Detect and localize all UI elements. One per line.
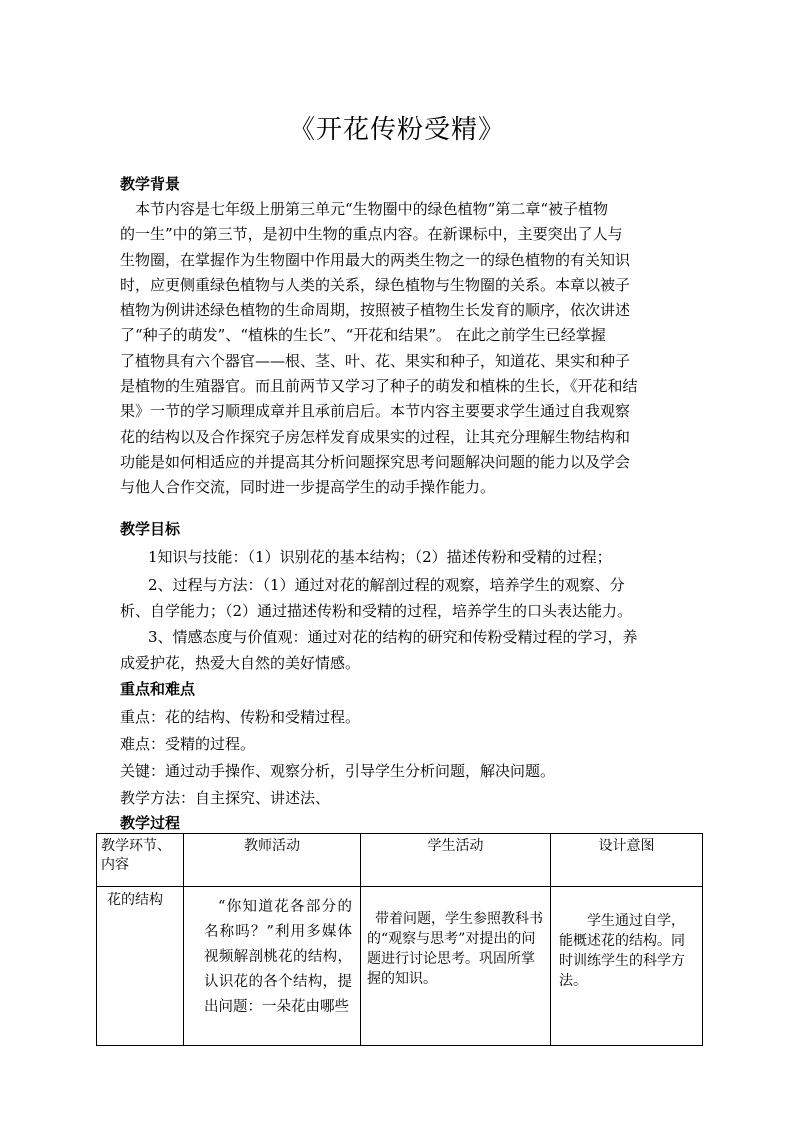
objective-knowledge: 1知识与技能：（1）识别花的基本结构；（2）描述传粉和受精的过程；: [148, 548, 612, 566]
objective-process-line2: 析、自学能力；（2）通过描述传粉和受精的过程，培养学生的口头表达能力。: [120, 602, 633, 620]
difficulty-text: 难点：受精的过程。: [120, 735, 256, 753]
background-line: 生物圈，在掌握作为生物圈中作用最大的两类生物之一的绿色植物的有关知识: [120, 250, 631, 269]
process-heading: 教学过程: [120, 814, 181, 832]
method-text: 教学方法：自主探究、讲述法、: [120, 789, 331, 807]
background-line: 是植物的生殖器官。而且前两节又学习了种子的萌发和植株的生长，《开花和结: [120, 377, 638, 396]
header-teacher: 教师活动: [184, 834, 361, 887]
objective-process-line1: 2、过程与方法：（1）通过对花的解剖过程的观察，培养学生的观察、分: [148, 576, 625, 594]
background-line: 功能是如何相适应的并提高其分析问题探究思考问题解决问题的能力以及学会: [120, 452, 631, 471]
background-line: 植物为例讲述绿色植物的生命周期，按照被子植物生长发育的顺序，依次讲述: [120, 301, 631, 320]
table-header-row: [97, 834, 703, 887]
background-line: 时，应更侧重绿色植物与人类的关系，绿色植物与生物圈的关系。本章以被子: [120, 275, 631, 294]
table-row: [97, 887, 703, 1046]
background-line: 本节内容是七年级上册第三单元“生物圈中的绿色植物”第二章“被子植物: [135, 200, 609, 218]
key-text: 关键：通过动手操作、观察分析，引导学生分析问题，解决问题。: [120, 762, 556, 780]
background-heading: 教学背景: [120, 175, 181, 193]
objective-attitude-line2: 成爱护花，热爱大自然的美好情感。: [120, 654, 361, 672]
background-line: 了“种子的萌发”、“植株的生长”、“开花和结果”。 在此之前学生已经掌握: [120, 326, 606, 345]
background-paragraph: [120, 197, 680, 501]
objectives-heading: 教学目标: [120, 520, 181, 538]
background-line: 了植物具有六个器官——根、茎、叶、花、果实和种子，知道花、果实和种子: [120, 351, 631, 370]
cell-teacher-activity: “你知道花各部分的名称吗？”利用多媒体视频解剖桃花的结构，认识花的各个结构，提出问题：一朵花由哪些: [184, 887, 361, 1046]
process-table: [96, 833, 703, 1046]
page-title: 《开花传粉受精》: [288, 115, 505, 145]
keypoints-heading: 重点和难点: [120, 680, 196, 698]
focus-text: 重点：花的结构、传粉和受精过程。: [120, 708, 361, 726]
objective-attitude-line1: 3、情感态度与价值观：通过对花的结构的研究和传粉受精过程的学习，养: [148, 628, 638, 646]
header-intent: 设计意图: [551, 834, 703, 887]
background-line: 果》一节的学习顺理成章并且承前启后。本节内容主要要求学生通过自我观察: [120, 402, 631, 421]
background-line: 与他人合作交流，同时进一步提高学生的动手操作能力。: [120, 478, 496, 497]
header-student: 学生活动: [361, 834, 551, 887]
background-line: 的一生”中的第三节，是初中生物的重点内容。在新课标中，主要突出了人与: [120, 225, 623, 244]
background-line: 花的结构以及合作探究子房怎样发育成果实的过程，让其充分理解生物结构和: [120, 427, 631, 446]
cell-design-intent: 学生通过自学，能概述花的结构。同时训练学生的科学方法。: [551, 887, 703, 1046]
cell-student-activity: 带着问题，学生参照教科书的“观察与思考”对提出的问题进行讨论思考。巩固所掌握的知识。: [361, 887, 551, 1046]
cell-topic: 花的结构: [97, 887, 184, 1046]
header-stage: 教学环节、内容: [97, 834, 184, 887]
